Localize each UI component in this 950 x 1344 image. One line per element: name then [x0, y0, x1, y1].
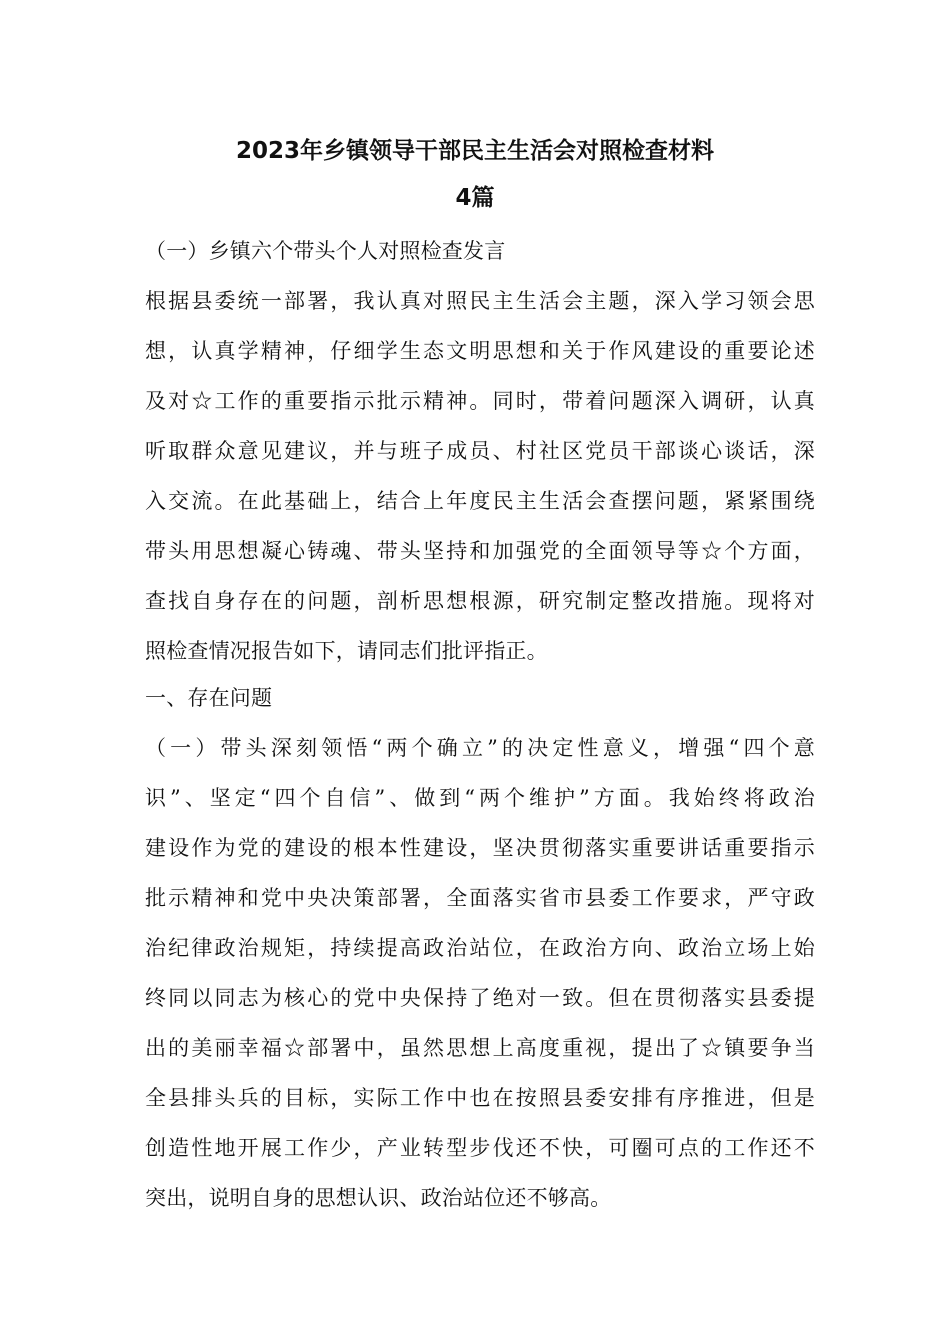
paragraph-line: 识”、坚定“四个自信”、做到“两个维护”方面。我始终将政治 [145, 786, 815, 810]
paragraph-line: 全县排头兵的目标，实际工作中也在按照县委安排有序推进，但是 [145, 1086, 815, 1110]
paragraph-line: 建设作为党的建设的根本性建设，坚决贯彻落实重要讲话重要指示 [145, 836, 815, 860]
section-heading: 一、存在问题 [145, 686, 273, 710]
paragraph-line: 突出，说明自身的思想认识、政治站位还不够高。 [145, 1186, 612, 1210]
paragraph-line: 照检查情况报告如下，请同志们批评指正。 [145, 639, 548, 663]
paragraph-line: 想，认真学精神，仔细学生态文明思想和关于作风建设的重要论述 [145, 339, 815, 363]
paragraph-line: （一）带头深刻领悟“两个确立”的决定性意义，增强“四个意 [145, 736, 815, 760]
paragraph-line: 治纪律政治规矩，持续提高政治站位，在政治方向、政治立场上始 [145, 936, 815, 960]
paragraph-line: 听取群众意见建议，并与班子成员、村社区党员干部谈心谈话，深 [145, 439, 815, 463]
paragraph-line: 带头用思想凝心铸魂、带头坚持和加强党的全面领导等☆个方面， [145, 539, 815, 563]
document-title-count: 4篇 [455, 185, 495, 211]
paragraph-line: 及对☆工作的重要指示批示精神。同时，带着问题深入调研，认真 [145, 389, 815, 413]
paragraph-line: 终同以同志为核心的党中央保持了绝对一致。但在贯彻落实县委提 [145, 986, 815, 1010]
paragraph-line: 根据县委统一部署，我认真对照民主生活会主题，深入学习领会思 [145, 289, 815, 313]
subheading: （一）乡镇六个带头个人对照检查发言 [145, 239, 506, 263]
paragraph-line: 出的美丽幸福☆部署中，虽然思想上高度重视，提出了☆镇要争当 [145, 1036, 815, 1060]
paragraph-line: 批示精神和党中央决策部署，全面落实省市县委工作要求，严守政 [145, 886, 815, 910]
paragraph-line: 创造性地开展工作少，产业转型步伐还不快，可圈可点的工作还不 [145, 1136, 815, 1160]
document-title: 2023年乡镇领导干部民主生活会对照检查材料 [235, 138, 714, 164]
paragraph-line: 入交流。在此基础上，结合上年度民主生活会查摆问题，紧紧围绕 [145, 489, 815, 513]
paragraph-line: 查找自身存在的问题，剖析思想根源，研究制定整改措施。现将对 [145, 589, 815, 613]
